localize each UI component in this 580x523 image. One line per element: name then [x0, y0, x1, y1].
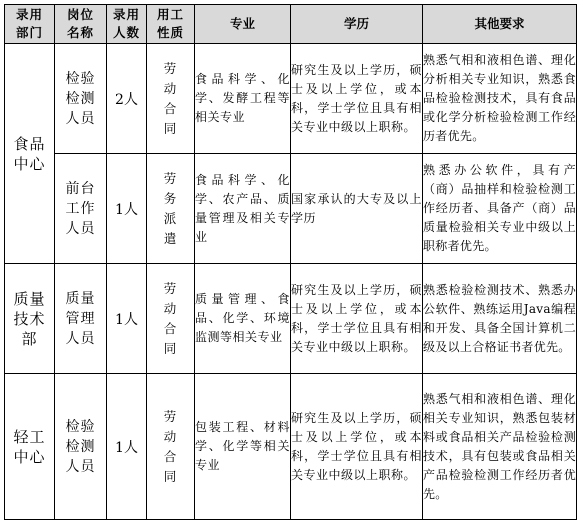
employment-cell: 劳动合同 — [147, 374, 195, 520]
count-cell: 1人 — [107, 264, 147, 374]
other-requirements-cell: 熟悉检验检测技术、熟悉办公软件、熟练运用Java编程和开发、具备全国计算机二级及以上合格证书者优先。 — [423, 264, 577, 374]
major-cell: 食品科学、化学、发酵工程等相关专业 — [195, 44, 291, 154]
table-row — [5, 44, 577, 154]
recruitment-table — [4, 4, 577, 520]
table-row — [5, 264, 577, 374]
table-row — [5, 154, 577, 264]
table-row — [5, 374, 577, 520]
education-cell: 国家承认的大专及以上学历 — [291, 154, 423, 264]
header-row — [5, 5, 577, 44]
education-cell: 研究生及以上学历，硕士及以上学位，或本科，学士学位且具有相关专业中级以上职称。 — [291, 374, 423, 520]
header-education: 学历 — [291, 5, 423, 44]
other-requirements-cell: 熟悉气相和液相色谱、理化分析相关专业知识，熟悉食品检验检测技术，具有食品或化学分析检验检测工作经历者优先。 — [423, 44, 577, 154]
header-other: 其他要求 — [423, 5, 577, 44]
count-cell: 2人 — [107, 44, 147, 154]
position-cell: 检验检测人员 — [55, 44, 107, 154]
employment-cell: 劳动合同 — [147, 264, 195, 374]
employment-cell: 劳动合同 — [147, 44, 195, 154]
header-position: 岗位名称 — [55, 5, 107, 44]
department-cell: 质量技术部 — [5, 264, 55, 374]
header-count: 录用人数 — [107, 5, 147, 44]
position-cell: 质量管理人员 — [55, 264, 107, 374]
other-requirements-cell: 熟悉气相和液相色谱、理化相关专业知识，熟悉包装材料或食品相关产品检验检测技术，具有包装或食品相关产品检验检测工作经历者优先。 — [423, 374, 577, 520]
employment-cell: 劳务派遣 — [147, 154, 195, 264]
header-major: 专业 — [195, 5, 291, 44]
education-cell: 研究生及以上学历，硕士及以上学位，或本科，学士学位且具有相关专业中级以上职称。 — [291, 44, 423, 154]
department-cell: 食品中心 — [5, 44, 55, 264]
department-cell: 轻工中心 — [5, 374, 55, 520]
other-requirements-cell: 熟悉办公软件，具有产（商）品抽样和检验检测工作经历者、具备产（商）品质量检验相关专业中级以上职称者优先。 — [423, 154, 577, 264]
recruitment-table-container — [4, 4, 577, 520]
education-cell: 研究生及以上学历，硕士及以上学位，或本科，学士学位且具有相关专业中级以上职称。 — [291, 264, 423, 374]
count-cell: 1人 — [107, 374, 147, 520]
header-department: 录用部门 — [5, 5, 55, 44]
major-cell: 包装工程、材料学、化学等相关专业 — [195, 374, 291, 520]
position-cell: 检验检测人员 — [55, 374, 107, 520]
header-employment: 用工性质 — [147, 5, 195, 44]
position-cell: 前台工作人员 — [55, 154, 107, 264]
count-cell: 1人 — [107, 154, 147, 264]
major-cell: 食品科学、化学、农产品、质量管理及相关专业 — [195, 154, 291, 264]
major-cell: 质量管理、食品、化学、环境监测等相关专业 — [195, 264, 291, 374]
